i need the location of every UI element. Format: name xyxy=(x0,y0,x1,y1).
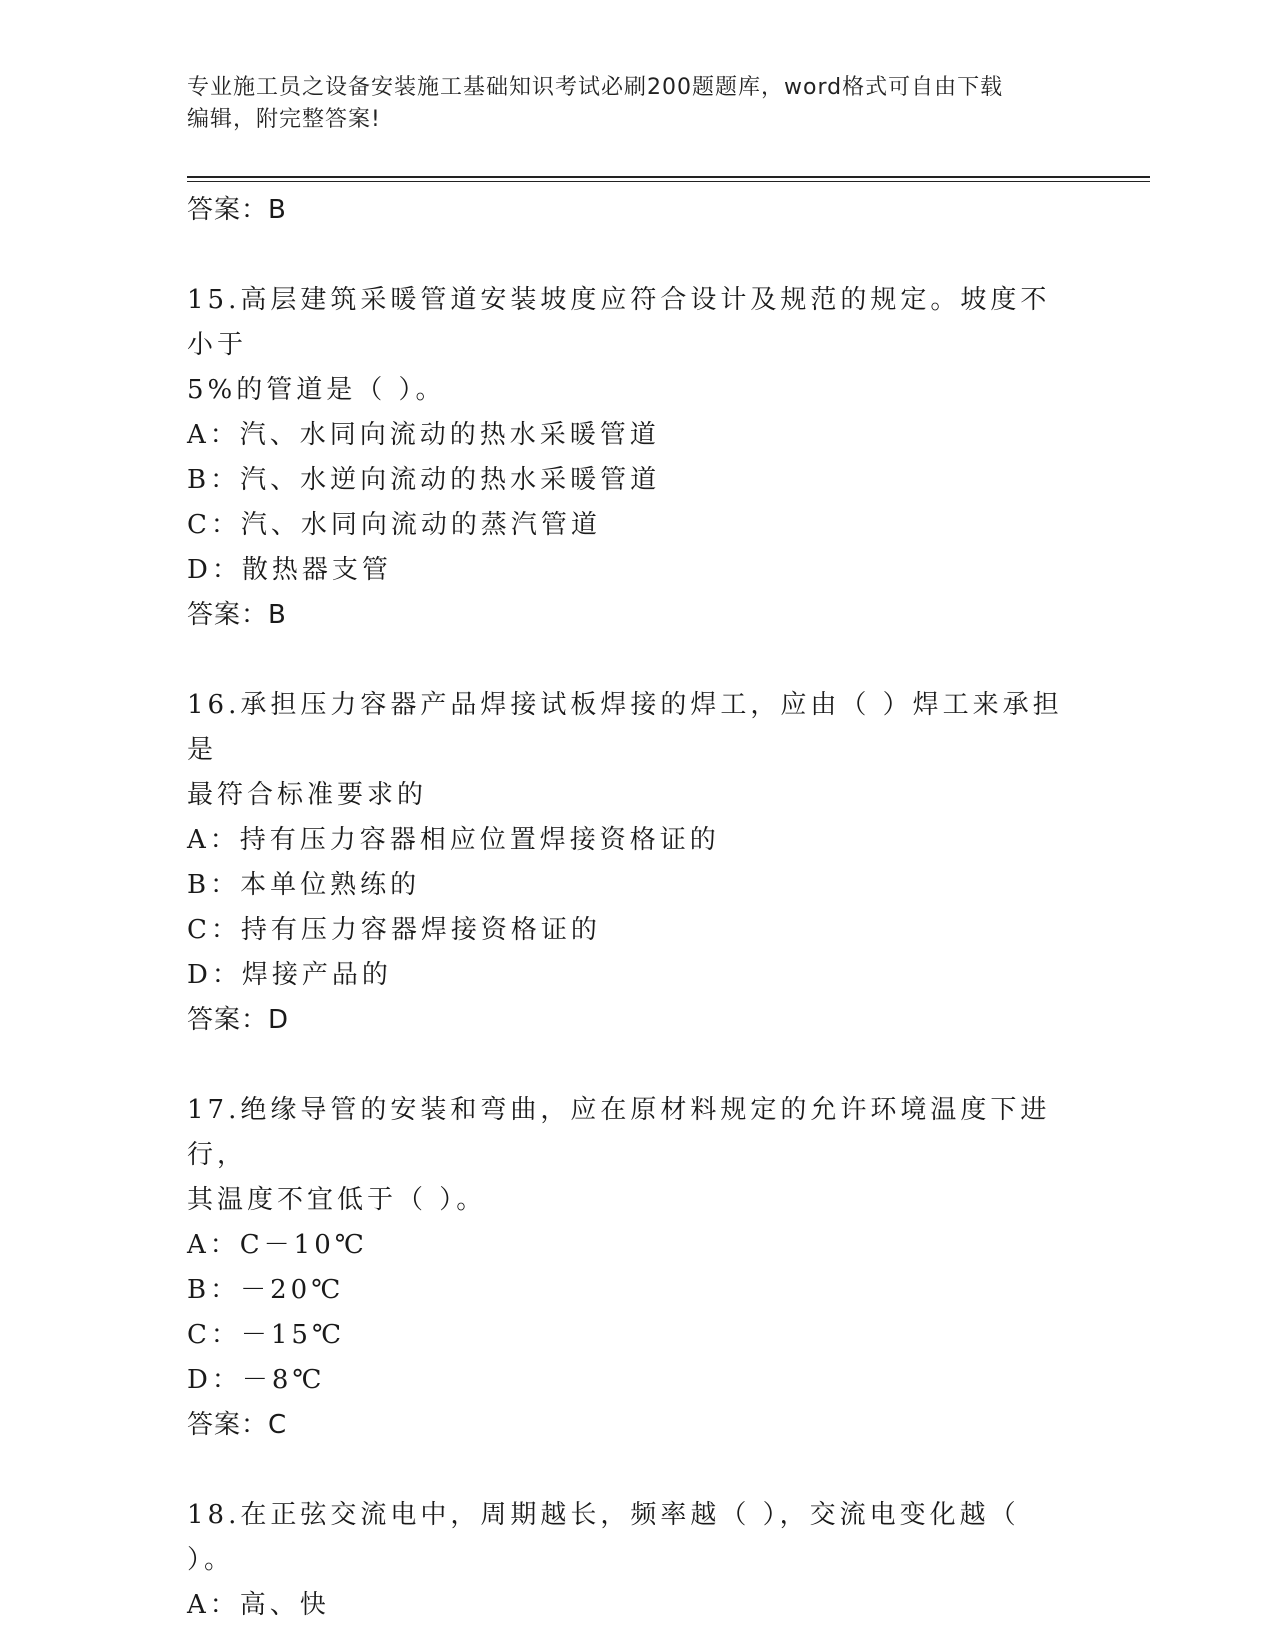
question-stem-line: 18.在正弦交流电中，周期越长，频率越（ ），交流电变化越（ ）。 xyxy=(187,1500,1020,1575)
question-stem-line: 5%的管道是（ ）。 xyxy=(187,375,446,405)
question-stem-line: 15.高层建筑采暖管道安装坡度应符合设计及规范的规定。坡度不小于 xyxy=(187,285,1051,360)
page-header xyxy=(187,72,1067,136)
answer: 答案：B xyxy=(187,600,287,630)
option-b: B：本单位熟练的 xyxy=(187,870,421,900)
document-body xyxy=(187,188,1087,1628)
option-d: D：焊接产品的 xyxy=(187,960,392,990)
option-c: C：－15℃ xyxy=(187,1320,346,1350)
option-d: D：散热器支管 xyxy=(187,555,392,585)
option-b: B：－20℃ xyxy=(187,1275,345,1305)
header-line-1: 专业施工员之设备安装施工基础知识考试必刷200题题库，word格式可自由下载 xyxy=(187,75,1004,100)
question-stem xyxy=(187,278,1067,413)
question-stem-line: 其温度不宜低于（ ）。 xyxy=(187,1185,487,1215)
answer-previous: 答案：B xyxy=(187,195,287,225)
header-divider-thin xyxy=(187,181,1150,182)
option-a: A：汽、水同向流动的热水采暖管道 xyxy=(187,420,660,450)
header-line-2: 编辑，附完整答案! xyxy=(187,107,381,132)
option-b: B：汽、水逆向流动的热水采暖管道 xyxy=(187,465,661,495)
question-18 xyxy=(187,1493,1087,1628)
question-stem xyxy=(187,683,1067,818)
option-c: C：汽、水同向流动的蒸汽管道 xyxy=(187,510,601,540)
option-c: C：持有压力容器焊接资格证的 xyxy=(187,915,601,945)
option-a: A：持有压力容器相应位置焊接资格证的 xyxy=(187,825,720,855)
question-stem-line: 16.承担压力容器产品焊接试板焊接的焊工，应由（ ）焊工来承担是 xyxy=(187,690,1063,765)
header-divider-thick xyxy=(187,176,1150,178)
question-17 xyxy=(187,1088,1087,1448)
answer: 答案：C xyxy=(187,1410,288,1440)
option-a: A：C－10℃ xyxy=(187,1230,368,1260)
answer: 答案：D xyxy=(187,1005,290,1035)
option-a: A：高、快 xyxy=(187,1590,330,1620)
question-stem xyxy=(187,1493,1067,1583)
option-d: D：－8℃ xyxy=(187,1365,326,1395)
question-16 xyxy=(187,683,1087,1043)
question-stem-line: 最符合标准要求的 xyxy=(187,780,428,810)
question-stem xyxy=(187,1088,1067,1223)
question-stem-line: 17.绝缘导管的安装和弯曲，应在原材料规定的允许环境温度下进行， xyxy=(187,1095,1051,1170)
question-15 xyxy=(187,278,1087,638)
